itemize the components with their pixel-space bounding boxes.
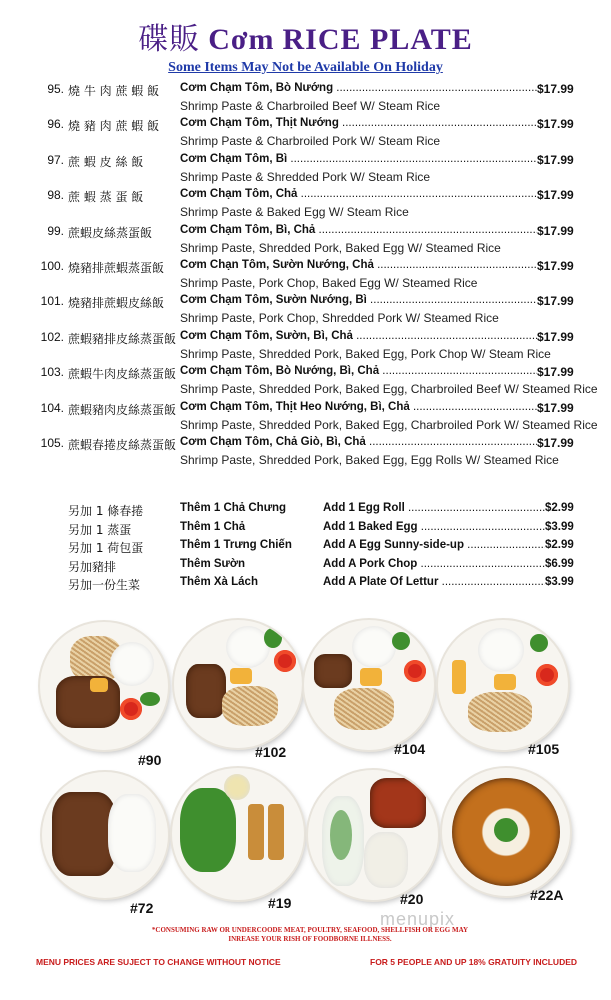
item-number: 101. <box>40 294 64 309</box>
addon-item <box>0 576 611 595</box>
menu-item <box>0 115 611 150</box>
menu-item <box>0 222 611 257</box>
item-price: $17.99 <box>537 117 574 132</box>
addon-chinese-name: 另加 1 荷包蛋 <box>68 541 144 556</box>
item-price: $17.99 <box>537 258 574 273</box>
food-photo-19 <box>172 768 304 900</box>
item-number: 100. <box>40 258 64 273</box>
addon-vietnamese-name: Thêm Sườn <box>180 557 246 570</box>
gratuity-notice: FOR 5 PEOPLE AND UP 18% GRATUITY INCLUDED <box>370 957 578 967</box>
item-number: 97. <box>47 152 64 167</box>
item-chinese-name: 蔗 蝦 蒸 蛋 飯 <box>68 190 144 205</box>
item-chinese-name: 燒豬排蔗蝦皮絲飯 <box>68 296 165 311</box>
food-photo-104 <box>304 620 434 750</box>
item-chinese-name: 蔗蝦皮絲蒸蛋飯 <box>68 225 153 240</box>
photo-label: #102 <box>255 744 287 760</box>
item-number: 99. <box>47 223 64 238</box>
item-vietnamese-name: Cơm Chạm Tôm, Bò Nướng ..... <box>180 82 537 94</box>
addon-vietnamese-name: Thêm 1 Chả <box>180 520 246 533</box>
addon-chinese-name: 另加 1 條春捲 <box>68 504 144 518</box>
item-description: Shrimp Paste, Shredded Pork, Baked Egg, Charbroiled Beef W/ Steamed Rice <box>180 382 598 397</box>
addon-english-name: Add 1 Egg Roll ..... <box>323 502 545 514</box>
menu-item <box>0 292 611 327</box>
addon-price: $3.99 <box>545 576 574 589</box>
item-description: Shrimp Paste, Shredded Pork, Baked Egg W/ Steamed Rice <box>180 240 501 255</box>
photo-label: #72 <box>130 900 154 916</box>
item-description: Shrimp Paste & Shredded Pork W/ Steam Rice <box>180 169 431 184</box>
menu-item <box>0 399 611 434</box>
item-vietnamese-name: Cơm Chạm Tôm, Bì ..... <box>180 153 537 165</box>
item-price: $17.99 <box>537 294 574 309</box>
photo-label: #105 <box>528 741 560 757</box>
page-title <box>0 22 611 58</box>
item-description: Shrimp Paste, Shredded Pork, Baked Egg, Egg Rolls W/ Steamed Rice <box>180 452 559 467</box>
item-chinese-name: 蔗 蝦 皮 絲 飯 <box>68 154 144 169</box>
menu-item <box>0 80 611 115</box>
addon-price: $2.99 <box>545 502 574 514</box>
item-price: $17.99 <box>537 152 574 167</box>
photo-label: #19 <box>268 895 292 911</box>
addon-english-name: Add A Pork Chop ..... <box>323 558 545 570</box>
item-price: $17.99 <box>537 365 574 380</box>
addon-price: $2.99 <box>545 539 574 552</box>
addon-chinese-name: 另加 1 蒸蛋 <box>68 522 132 537</box>
item-price: $17.99 <box>537 435 574 450</box>
menu-item <box>0 363 611 398</box>
menu-item <box>0 257 611 292</box>
menu-items-list <box>0 80 611 469</box>
addon-chinese-name: 另加豬排 <box>68 559 117 574</box>
price-change-notice: MENU PRICES ARE SUJECT TO CHANGE WITHOUT NOTICE <box>36 957 281 967</box>
title-english: RICE PLATE <box>282 23 473 56</box>
title-chinese: 碟販 <box>138 22 201 57</box>
item-number: 98. <box>47 188 64 203</box>
photo-label: #90 <box>138 752 162 768</box>
food-photo-22a <box>442 768 570 896</box>
item-vietnamese-name: Cơm Chạm Tôm, Bì, Chả ..... <box>180 224 537 236</box>
item-description: Shrimp Paste & Charbroiled Beef W/ Steam Rice <box>180 99 441 113</box>
item-number: 102. <box>40 329 64 344</box>
item-vietnamese-name: Cơm Chạm Tôm, Chả ..... <box>180 188 537 200</box>
item-description: Shrimp Paste, Shredded Pork, Baked Egg, Charbroiled Pork W/ Steamed Rice <box>180 417 598 432</box>
addon-english-name: Add A Plate Of Lettur ..... <box>323 576 545 588</box>
item-chinese-name: 蔗蝦豬排皮絲蒸蛋飯 <box>68 331 177 346</box>
item-vietnamese-name: Cơm Chạm Tôm, Thịt Nướng ..... <box>180 117 537 129</box>
item-description: Shrimp Paste, Pork Chop, Shredded Pork W/ Steamed Rice <box>180 311 499 326</box>
food-photo-72 <box>42 772 168 898</box>
item-vietnamese-name: Cơm Chạm Tôm, Bò Nướng, Bì, Chả ..... <box>180 365 537 377</box>
watermark: menupix <box>380 909 456 929</box>
addon-vietnamese-name: Thêm 1 Trưng Chiến <box>180 539 292 552</box>
menu-item <box>0 186 611 221</box>
item-description: Shrimp Paste, Pork Chop, Baked Egg W/ Steamed Rice <box>180 275 478 290</box>
addon-price: $6.99 <box>545 557 574 570</box>
food-photo-20 <box>308 770 438 900</box>
addon-price: $3.99 <box>545 520 574 533</box>
item-description: Shrimp Paste & Charbroiled Pork W/ Steam Rice <box>180 134 441 149</box>
photo-label: #20 <box>400 891 424 907</box>
addon-item <box>0 502 611 521</box>
item-vietnamese-name: Cơm Chạm Tôm, Thịt Heo Nướng, Bì, Chả ..... <box>180 401 537 413</box>
addon-vietnamese-name: Thêm Xà Lách <box>180 576 258 589</box>
food-photo-90 <box>40 622 168 750</box>
item-vietnamese-name: Cơm Chạn Tôm, Sườn Nướng, Chả ..... <box>180 259 537 271</box>
item-chinese-name: 蔗蝦春捲皮絲蒸蛋飯 <box>68 437 177 452</box>
item-vietnamese-name: Cơm Chạm Tôm, Sườn, Bì, Chả ..... <box>180 330 537 342</box>
food-safety-warning: *CONSUMING RAW OR UNDERCOODE MEAT, POULTRY, SEAFOOD, SHELLFISH OR EGG MAY INREASE YOUR RISH OF FOODBORNE ILLNESS. <box>151 926 469 943</box>
item-number: 105. <box>40 435 64 450</box>
addon-english-name: Add A Egg Sunny-side-up ..... <box>323 539 545 551</box>
item-number: 96. <box>47 117 64 132</box>
menu-item <box>0 434 611 469</box>
item-chinese-name: 蔗蝦豬肉皮絲蒸蛋飯 <box>68 402 177 417</box>
menu-item <box>0 151 611 186</box>
menu-header <box>0 22 611 76</box>
item-number: 95. <box>47 82 64 96</box>
item-description: Shrimp Paste, Shredded Pork, Baked Egg, Pork Chop W/ Steam Rice <box>180 346 551 361</box>
item-chinese-name: 蔗蝦牛肉皮絲蒸蛋飯 <box>68 367 177 382</box>
item-number: 104. <box>40 400 64 415</box>
item-price: $17.99 <box>537 223 574 238</box>
item-number: 103. <box>40 365 64 380</box>
food-photo-105 <box>438 620 568 750</box>
photo-label: #104 <box>394 741 426 757</box>
item-price: $17.99 <box>537 188 574 203</box>
item-price: $17.99 <box>537 400 574 415</box>
addon-item <box>0 521 611 540</box>
addon-item <box>0 539 611 558</box>
item-chinese-name: 燒 牛 肉 蔗 蝦 飯 <box>68 84 160 98</box>
food-photo-102 <box>174 620 302 748</box>
item-vietnamese-name: Cơm Chạm Tôm, Sườn Nướng, Bì ..... <box>180 294 537 306</box>
photo-label: #22A <box>530 887 564 903</box>
menu-item <box>0 328 611 363</box>
addon-chinese-name: 另加一份生菜 <box>68 578 141 593</box>
item-price: $17.99 <box>537 82 574 96</box>
item-price: $17.99 <box>537 329 574 344</box>
item-vietnamese-name: Cơm Chạm Tôm, Chả Giò, Bì, Chả ..... <box>180 436 537 448</box>
title-vietnamese: Cơm <box>208 23 275 56</box>
holiday-notice: Some Items May Not be Available On Holiday <box>168 60 443 75</box>
item-chinese-name: 燒 豬 肉 蔗 蝦 飯 <box>68 119 160 134</box>
addon-item <box>0 558 611 577</box>
item-description: Shrimp Paste & Baked Egg W/ Steam Rice <box>180 205 409 220</box>
addon-english-name: Add 1 Baked Egg ..... <box>323 521 545 533</box>
addon-vietnamese-name: Thêm 1 Chả Chưng <box>180 502 287 514</box>
addons-list <box>0 502 611 595</box>
item-chinese-name: 燒豬排蔗蝦蒸蛋飯 <box>68 260 165 275</box>
